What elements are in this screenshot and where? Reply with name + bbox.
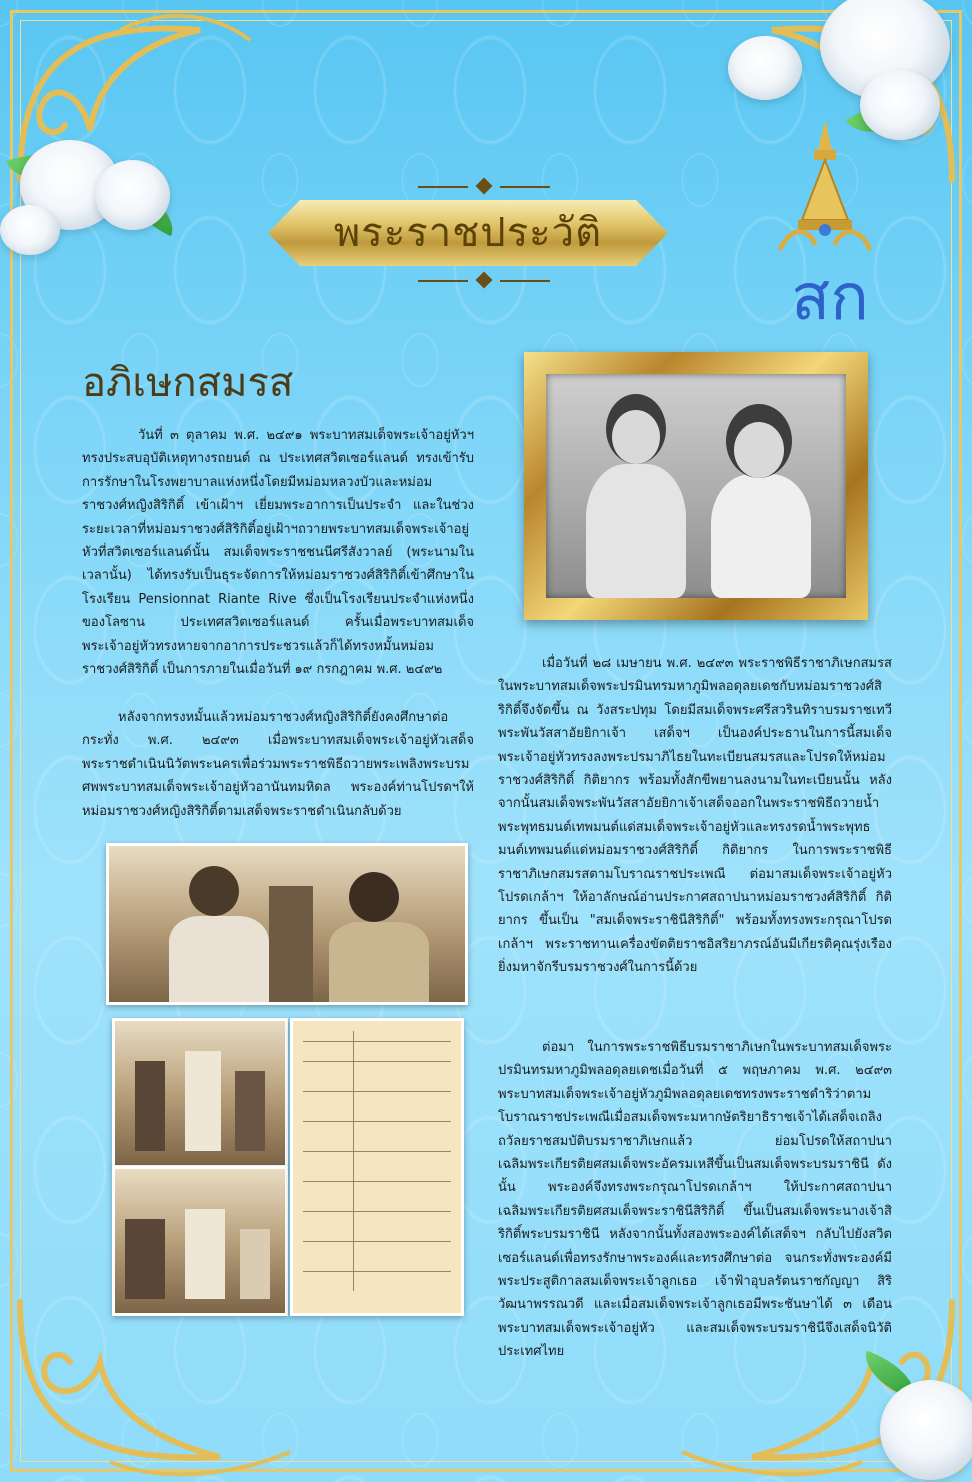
crest-monogram: สก	[791, 261, 869, 335]
marriage-registry-document	[290, 1018, 464, 1316]
gold-picture-frame	[524, 352, 868, 620]
right-column-paragraph-1: เมื่อวันที่ ๒๘ เมษายน พ.ศ. ๒๔๙๓ พระราชพิธีราชาภิเษกสมรสในพระบาทสมเด็จพระปรมินทรมหาภูมิพลอดุลยเดชกับหม่อมราชวงศ์สิริกิติ์จึงจัดขึ้น ณ วังสระปทุม โดยมีสมเด็จพระศรีสวรินทิราบรมราชเทวี พระพันวัสสาอัยยิกาเจ้า เสด็จฯ เป็นองค์ประธานในการนี้สมเด็จพระเจ้าอยู่หัวทรงลงพระปรมาภิไธยในทะเบียนสมรสและโปรดให้หม่อมราชวงศ์สิริกิติ์ กิติยากร พร้อมทั้งสักขีพยานลงนามในทะเบียนนั้น หลังจากนั้นสมเด็จพระพันวัสสาอัยยิกาเจ้าเสด็จออกในพระราชพิธีถวายน้ำพระพุทธมนต์เทพมนต์แด่สมเด็จพระเจ้าอยู่หัวและทรงรดน้ำพระพุทธมนต์เทพมนต์แด่หม่อมราชวงศ์สิริกิติ์ กิติยากร ในการพระราชพิธีราชาภิเษกสมรสตามโบราณราชประเพณี ต่อมาสมเด็จพระเจ้าอยู่หัวโปรดเกล้าฯ ให้อาลักษณ์อ่านประกาศสถาปนาหม่อมราชวงศ์สิริกิติ์ กิติยากร ขึ้นเป็น "สมเด็จพระราชินีสิริกิติ์" พร้อมทั้งทรงพระกรุณาโปรดเกล้าฯ พระราชทานเครื่องขัตติยราชอิสริยาภรณ์อันมีเกียรติคุณรุ่งเรืองยิ่งมหาจักรีบรมราชวงศ์ในการนี้ด้วย	[498, 656, 892, 976]
ceremony-photo-1	[112, 1018, 288, 1168]
title-banner	[268, 200, 668, 266]
left-column-paragraph-1: วันที่ ๓ ตุลาคม พ.ศ. ๒๔๙๑ พระบาทสมเด็จพระเจ้าอยู่หัวฯ ทรงประสบอุบัติเหตุทางรถยนต์ ณ ประเทศสวิตเซอร์แลนด์ ทรงเข้ารับการรักษาในโรงพยาบาลแห่งหนึ่งโดยมีหม่อมหลวงบัวและหม่อมราชวงศ์หญิงสิริกิติ์ เข้าเฝ้าฯ เยี่ยมพระอาการเป็นประจำ และในช่วงระยะเวลาที่หม่อมราชวงศ์สิริกิติ์อยู่เฝ้าฯถวายพระบาทสมเด็จพระเจ้าอยู่หัวที่สวิตเซอร์แลนด์นั้น สมเด็จพระราชชนนีศรีสังวาลย์ (พระนามในเวลานั้น) ได้ทรงรับเป็นธุระจัดการให้หม่อมราชวงศ์สิริกิติ์เข้าศึกษาในโรงเรียน Pensionnat Riante Rive ซึ่งเป็นโรงเรียนประจำแห่งหนึ่งของโลซาน ประเทศสวิตเซอร์แลนด์ ครั้นเมื่อพระบาทสมเด็จพระเจ้าอยู่หัวทรงหายจากอาการประชวรแล้วก็ได้ทรงหมั้นหม่อมราชวงศ์สิริกิติ์ เป็นการภายในเมื่อวันที่ ๑๙ กรกฎาคม พ.ศ. ๒๔๙๒	[82, 428, 474, 678]
wedding-portrait-photo	[546, 374, 846, 598]
page-title: พระราชประวัติ	[333, 210, 603, 256]
right-column-paragraph-2: ต่อมา ในการพระราชพิธีบรมราชาภิเษกในพระบาทสมเด็จพระปรมินทรมหาภูมิพลอดุลยเดชเมื่อวันที่ ๕ พฤษภาคม พ.ศ. ๒๔๙๓ พระบาทสมเด็จพระเจ้าอยู่หัวภูมิพลอดุลยเดชทรงพระราชดำริว่าตามโบราณราชประเพณีเมื่อสมเด็จพระมหากษัตริยาธิราชเจ้าได้เสด็จเถลิงถวัลยราชสมบัติบรมราชาภิเษกแล้ว ย่อมโปรดให้สถาปนาเฉลิมพระเกียรติยศสมเด็จพระอัครมเหสีขึ้นเป็นสมเด็จพระบรมราชินี ดังนั้น พระองค์จึงทรงพระกรุณาโปรดเกล้าฯ ให้ประกาศสถาปนาเฉลิมพระเกียรติยศสมเด็จพระราชินีสิริกิติ์ ขึ้นเป็นสมเด็จพระนางเจ้าสิริกิติ์พระบรมราชินี หลังจากนั้นทั้งสองพระองค์ได้เสด็จฯ กลับไปยังสวิตเซอร์แลนด์เพื่อทรงรักษาพระองค์และทรงศึกษาต่อ จนกระทั่งพระองค์มีพระประสูติกาลสมเด็จพระเจ้าลูกเธอ เจ้าฟ้าอุบลรัตนราชกัญญา สิริวัฒนาพรรณวดี และเมื่อสมเด็จพระเจ้าลูกเธอมีพระชันษาได้ ๓ เดือน พระบาทสมเด็จพระเจ้าอยู่หัว และสมเด็จพระบรมราชินีจึงเสด็จนิวัติประเทศไทย	[498, 1040, 892, 1360]
royal-crest	[770, 110, 880, 380]
coronation-photo	[106, 843, 468, 1005]
section-heading: อภิเษกสมรส	[82, 360, 294, 406]
left-column-paragraph-2: หลังจากทรงหมั้นแล้วหม่อมราชวงศ์หญิงสิริกิติ์ยังคงศึกษาต่อ กระทั่ง พ.ศ. ๒๔๙๓ เมื่อพระบาทสมเด็จพระเจ้าอยู่หัวเสด็จพระราชดำเนินนิวัตพระนครเพื่อร่วมพระราชพิธีถวายพระเพลิงพระบรมศพพระบาทสมเด็จพระเจ้าอยู่หัวอานันทมหิดล พระองค์ท่านโปรดฯให้หม่อมราชวงศ์หญิงสิริกิติ์ตามเสด็จพระราชดำเนินกลับด้วย	[82, 710, 474, 819]
ceremony-photo-2	[112, 1166, 288, 1316]
